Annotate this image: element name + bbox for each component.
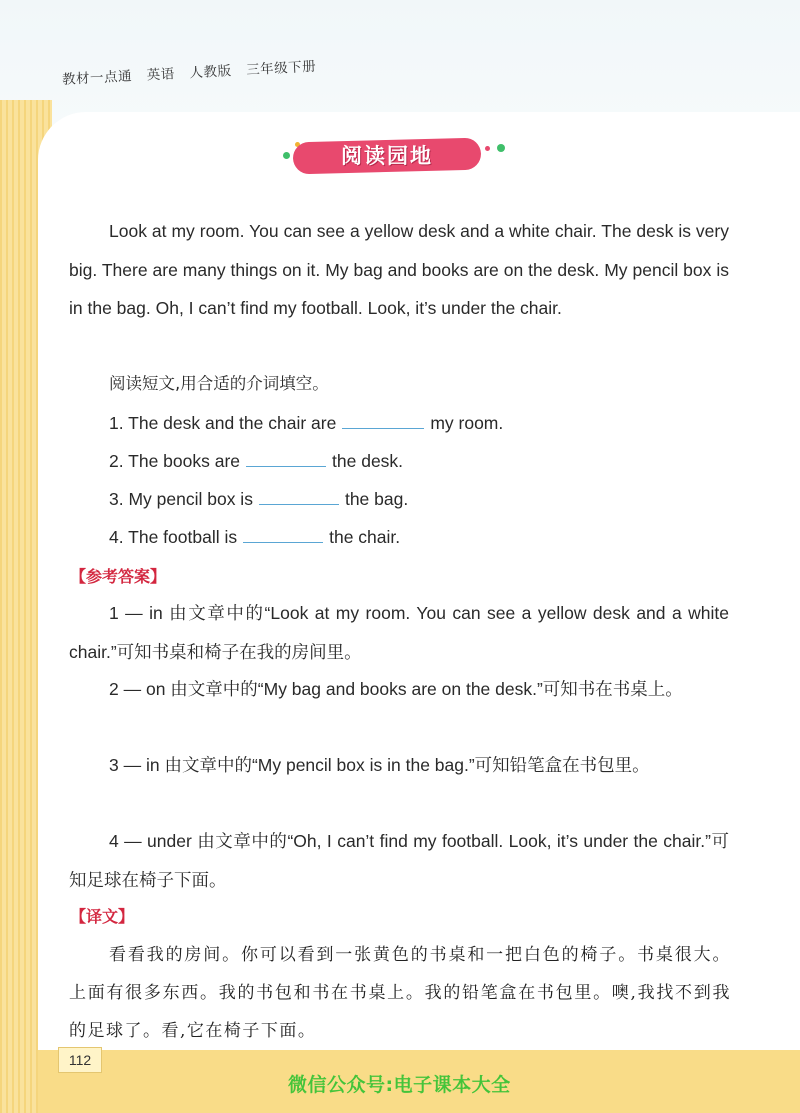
question-2	[109, 448, 403, 473]
decor-dot-icon	[497, 144, 505, 152]
question-4	[109, 524, 400, 549]
translation-text: 看看我的房间。你可以看到一张黄色的书桌和一把白色的椅子。书桌很大。上面有很多东西。我的书包和书在书桌上。我的铅笔盒在书包里。噢,我找不到我的足球了。看,它在椅子下面。	[69, 945, 731, 1041]
answer-2: 2 — on 由文章中的“My bag and books are on the desk.”可知书在书桌上。	[109, 679, 683, 699]
section-title-badge	[285, 138, 507, 176]
translation-heading: 【译文】	[70, 907, 135, 926]
header-edition: 人教版	[189, 63, 232, 82]
section-title: 阅读园地	[341, 144, 433, 168]
question-2-text: 2. The books are	[109, 451, 241, 471]
answer-blank-1[interactable]	[342, 410, 424, 429]
question-1	[109, 410, 503, 435]
exercise-instruction: 阅读短文,用合适的介词填空。	[109, 374, 329, 393]
decor-dot-icon	[485, 146, 490, 151]
answer-3: 3 — in 由文章中的“My pencil box is in the bag.”可知铅笔盒在书包里。	[109, 755, 650, 775]
reading-passage: Look at my room. You can see a yellow desk and a white chair. The desk is very big. There are many things on it. My bag and books are on the desk. My pencil box is in the bag. Oh, I can’t find my football. Look, it’s under the chair.	[69, 221, 729, 318]
question-4-after: the chair.	[329, 527, 401, 547]
question-3-after: the bag.	[344, 489, 409, 509]
question-3	[109, 486, 408, 511]
header-subject: 英语	[146, 66, 176, 84]
answer-4: 4 — under 由文章中的“Oh, I can’t find my football. Look, it’s under the chair.”可知足球在椅子下面。	[69, 831, 729, 890]
question-1-text: 1. The desk and the chair are	[109, 413, 337, 433]
answer-blank-4[interactable]	[243, 524, 323, 543]
watermark: 微信公众号:电子课本大全	[288, 1074, 511, 1096]
answers-heading: 【参考答案】	[70, 567, 167, 586]
answer-1: 1 — in 由文章中的“Look at my room. You can see a yellow desk and a white chair.”可知书桌和椅子在我的房间里。	[69, 603, 729, 662]
question-4-text: 4. The football is	[109, 527, 238, 547]
decor-dot-icon	[283, 152, 290, 159]
question-2-after: the desk.	[332, 451, 404, 471]
answer-blank-2[interactable]	[246, 448, 326, 467]
page-number: 112	[58, 1047, 102, 1073]
question-3-text: 3. My pencil box is	[109, 489, 253, 509]
answer-blank-3[interactable]	[259, 486, 339, 505]
question-1-after: my room.	[430, 413, 504, 433]
header-book: 教材一点通	[61, 68, 133, 88]
header-grade: 三年级下册	[245, 58, 317, 79]
